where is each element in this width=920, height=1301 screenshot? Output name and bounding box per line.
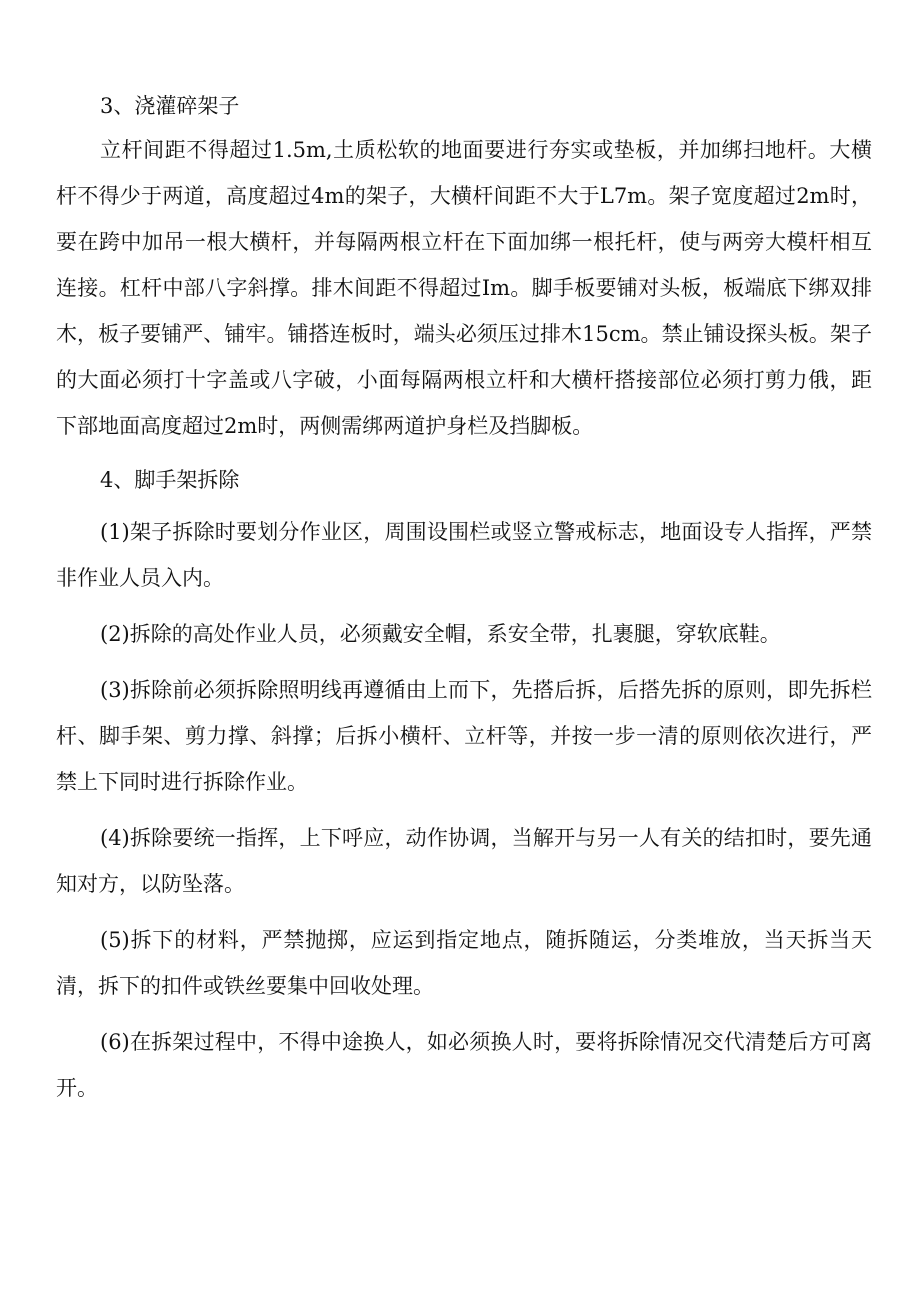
section-4-item-1: (1)架子拆除时要划分作业区，周围设围栏或竖立警戒标志，地面设专人指挥，严禁非作业人员入内。 bbox=[56, 520, 872, 590]
section-4-heading: 4、脚手架拆除 bbox=[100, 468, 240, 492]
section-4-item-3: (3)拆除前必须拆除照明线再遵循由上而下，先搭后拆，后搭先拆的原则，即先拆栏杆、脚手架、剪力撑、斜撑；后拆小横杆、立杆等，并按一步一清的原则依次进行，严禁上下同时进行拆除作业。 bbox=[56, 678, 872, 794]
section-3-heading: 3、浇灌碎架子 bbox=[100, 94, 240, 118]
section-4-item-2: (2)拆除的高处作业人员，必须戴安全帽，系安全带，扎裹腿，穿软底鞋。 bbox=[100, 622, 781, 646]
section-3-body: 立杆间距不得超过1.5m,土质松软的地面要进行夯实或垫板，并加绑扫地杆。大横杆不得少于两道，高度超过4m的架子，大横杆间距不大于L7m。架子宽度超过2m时，要在跨中加吊一根大横杆，并每隔两根立杆在下面加绑一根托杆，使与两旁大模杆相互连接。杠杆中部八字斜撑。排木间距不得超过Im。脚手板要铺对头板，板端底下绑双排木，板子要铺严、铺牢。铺搭连板时，端头必须压过排木15cm。禁止铺设探头板。架子的大面必须打十字盖或八字破，小面每隔两根立杆和大横杆搭接部位必须打剪力俄，距下部地面高度超过2m时，两侧需绑两道护身栏及挡脚板。 bbox=[56, 138, 872, 438]
section-4-item-5: (5)拆下的材料，严禁抛掷，应运到指定地点，随拆随运，分类堆放，当天拆当天清，拆下的扣件或铁丝要集中回收处理。 bbox=[56, 928, 872, 998]
section-4-item-6: (6)在拆架过程中，不得中途换人，如必须换人时，要将拆除情况交代清楚后方可离开。 bbox=[56, 1030, 872, 1100]
section-4-item-4: (4)拆除要统一指挥，上下呼应，动作协调，当解开与另一人有关的结扣时，要先通知对方，以防坠落。 bbox=[56, 826, 872, 896]
